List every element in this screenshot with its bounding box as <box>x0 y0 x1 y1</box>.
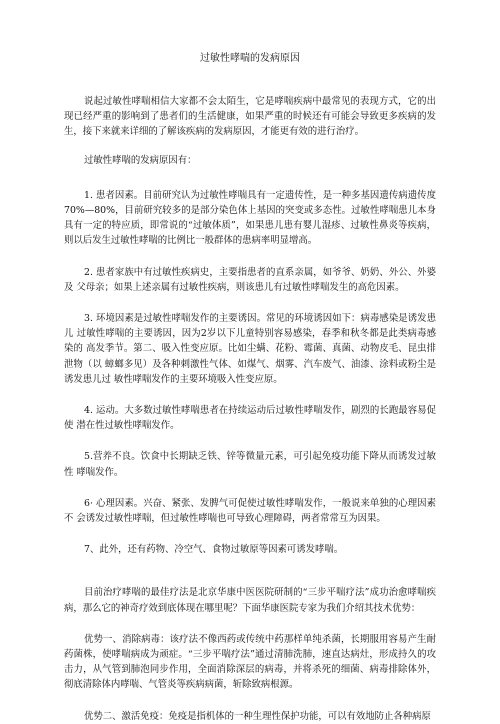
treatment-intro-paragraph: 目前治疗哮喘的最佳疗法是北京华康中医医院研制的“三步平喘疗法”成功治愈哮喘疾病，那么它的神奇疗效到底体现在哪里呢？下面华康医院专家为我们介绍其技术优势： <box>64 587 436 614</box>
causes-heading: 过敏性哮喘的发病原因有： <box>84 154 197 166</box>
intro-paragraph: 说起过敏性哮喘相信大家都不会太陌生，它是哮喘疾病中最常见的表现方式，它的出现已经严重的影响到了患者们的生活健康，如果严重的时候还有可能会导致更多疾病的发生，接下来就来详细的了解该疾病的发病原因，才能更有效的进行治疗。 <box>64 96 436 138</box>
cause-item-2: 2. 患者家族中有过敏性疾病史，主要指患者的直系亲属，如爷爷、奶奶、外公、外婆及 父母亲；如果上述亲属有过敏性疾病，则该患儿有过敏性哮喘发生的高危因素。 <box>64 266 436 293</box>
cause-item-5: 5.营养不良。饮食中长期缺乏铁、锌等微量元素，可引起免疫功能下降从而诱发过敏性 哮喘发作。 <box>64 451 436 478</box>
cause-item-1: 1. 患者因素。目前研究认为过敏性哮喘具有一定遗传性，是一种多基因遗传病遗传度 70%—80%，目前研究较多的是部分染色体上基因的突变或多态性。过敏性哮喘患儿本身具有一定的特应质，即常说的“过敏体质”，如果患儿患有婴儿湿疹、过敏性鼻炎等疾病，则以后发生过敏性哮喘的比例比一般群体的患病率明显增高。 <box>64 189 436 247</box>
cause-item-6: 6· 心理因素。兴奋、紧张、发脾气可促使过敏性哮喘发作，一般说来单独的心理因素不 会诱发过敏性哮喘，但过敏性哮喘也可导致心理障碍，两者常常互为因果。 <box>64 497 436 525</box>
cause-item-4: 4. 运动。大多数过敏性哮喘患者在持续运动后过敏性哮喘发作，剧烈的长跑最容易促使 潜在性过敏性哮喘发作。 <box>64 405 436 432</box>
advantage-paragraph-2: 优势二、激活免疫：免疫是指机体的一种生理性保护功能，可以有效地防止各种病原 <box>84 710 431 722</box>
advantage-paragraph-1: 优势一、消除病毒：该疗法不像西药或传统中药那样单纯杀菌，长期服用容易产生耐药菌株，使哮喘病成为顽症。“三步平喘疗法”通过清肺洗肺，速直达病灶，形成持久的攻 击力，从气管到肺泡同步作用，全面消除深层的病毒，并将杀死的细菌、病毒排除体外， 彻底清除体内哮喘、气管炎等疾病病菌，斩除致病根源。 <box>64 633 436 691</box>
cause-item-3: 3. 环境因素是过敏性哮喘发作的主要诱因。常见的环境诱因如下：病毒感染是诱发患儿 过敏性哮喘的主要诱因，因为2岁以下儿童特别容易感染，春季和秋冬都是此类病毒感染的 高发季节。第二、吸入性变应原。比如尘螨、花粉、霉菌、真菌、动物皮毛、昆虫排泄物（以 蟑螂多见）及各种刺激性气体、如煤气、烟雾、汽车废气、油漆、涂料或粉尘是诱发患儿过 敏性哮喘发作的主要环境吸入性变应原。 <box>64 313 436 385</box>
cause-item-7: 7、此外，还有药物、冷空气、食物过敏原等因素可诱发哮喘。 <box>84 544 344 556</box>
page-title: 过敏性哮喘的发病原因 <box>200 53 300 64</box>
